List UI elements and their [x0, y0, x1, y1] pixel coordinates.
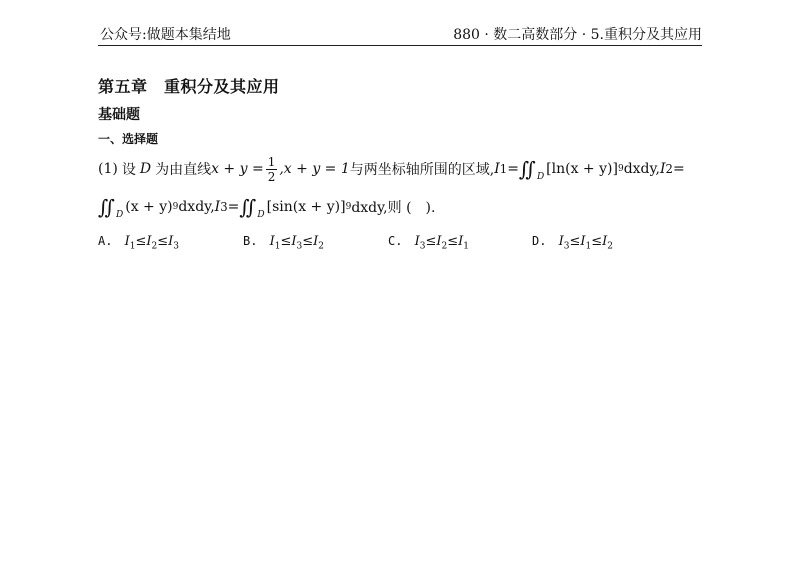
option-term: I — [458, 234, 464, 249]
power-3: 9 — [345, 202, 352, 212]
question-line-2 — [98, 192, 435, 222]
question-text-2: 为由直线 — [155, 162, 212, 178]
option-relation: ≤ — [425, 234, 437, 249]
option-b[interactable] — [243, 234, 324, 252]
equation-2: ,x + y = 1 — [279, 161, 350, 177]
option-term-sub: 1 — [274, 241, 281, 252]
dxdy-2: dxdy, — [178, 199, 215, 215]
option-relation: ≤ — [280, 234, 292, 249]
integral-region-1: D — [536, 172, 545, 182]
chapter-title: 第五章 重积分及其应用 — [98, 77, 280, 96]
question-text-3: 与两坐标轴所围的区域, — [349, 162, 495, 178]
var-i2: I — [660, 161, 666, 177]
option-expression — [414, 234, 470, 252]
option-c[interactable] — [388, 234, 469, 252]
integrand-2: (x + y) — [125, 199, 173, 215]
option-term-sub: 1 — [463, 241, 470, 252]
option-term-sub: 2 — [607, 241, 614, 252]
question-ending: dxdy,则 ( ). — [351, 200, 436, 216]
equals-1: = — [507, 161, 519, 177]
option-term: I — [146, 234, 152, 249]
header-chapter-info: 880 · 数二高数部分 · 5.重积分及其应用 — [453, 27, 702, 43]
option-relation: ≤ — [447, 234, 459, 249]
option-letter: D. — [532, 234, 547, 248]
option-term: I — [313, 234, 319, 249]
option-term-sub: 1 — [585, 241, 592, 252]
option-relation: ≤ — [569, 234, 581, 249]
integrand-3: [sin(x + y)] — [266, 199, 346, 215]
option-a[interactable] — [98, 234, 179, 252]
option-term: I — [580, 234, 586, 249]
equals-2: = — [672, 161, 685, 177]
option-relation: ≤ — [157, 234, 169, 249]
fraction-denominator: 2 — [267, 169, 276, 184]
power-1: 9 — [617, 164, 624, 174]
option-letter: A. — [98, 234, 113, 248]
option-term: I — [269, 234, 275, 249]
option-relation: ≤ — [591, 234, 603, 249]
fraction-numerator: 1 — [267, 154, 276, 169]
option-relation: ≤ — [302, 234, 314, 249]
var-i2-sub: 2 — [665, 162, 673, 176]
var-i1-sub: 1 — [499, 162, 508, 176]
option-term-sub: 2 — [151, 241, 158, 252]
question-number: (1) — [98, 161, 118, 177]
double-integral-icon: ∬ — [518, 157, 536, 181]
integral-region-3: D — [257, 210, 265, 220]
option-term-sub: 3 — [563, 241, 570, 252]
option-d[interactable] — [532, 234, 613, 252]
option-expression — [269, 234, 325, 252]
option-term-sub: 3 — [296, 241, 303, 252]
power-2: 9 — [172, 202, 179, 212]
fraction-half — [266, 156, 278, 183]
option-letter: B. — [243, 234, 258, 248]
var-i1: I — [494, 161, 500, 177]
var-i3-sub: 3 — [220, 200, 228, 214]
option-letter: C. — [388, 234, 403, 248]
option-term: I — [558, 234, 564, 249]
option-term: I — [291, 234, 297, 249]
integrand-1: [ln(x + y)] — [546, 161, 618, 177]
var-i3: I — [214, 199, 221, 215]
integral-region-2: D — [116, 210, 124, 220]
header-divider — [98, 45, 702, 46]
option-relation: ≤ — [135, 234, 147, 249]
option-term: I — [124, 234, 130, 249]
option-term-sub: 1 — [129, 241, 136, 252]
option-term: I — [436, 234, 442, 249]
option-term: I — [414, 234, 420, 249]
option-expression — [124, 234, 180, 252]
answer-options — [0, 234, 800, 258]
question-line-1 — [98, 154, 685, 184]
double-integral-icon: ∬ — [98, 195, 116, 219]
question-text-1: 设 — [121, 162, 136, 178]
option-term-sub: 2 — [318, 241, 325, 252]
dxdy-1: dxdy, — [623, 161, 661, 177]
option-term-sub: 3 — [419, 241, 426, 252]
option-term-sub: 3 — [173, 241, 180, 252]
equals-3: = — [227, 199, 240, 215]
option-term: I — [168, 234, 174, 249]
option-term-sub: 2 — [441, 241, 448, 252]
equation-1: x + y = — [211, 161, 264, 177]
option-term: I — [602, 234, 608, 249]
var-d: D — [139, 161, 152, 177]
section-title: 基础题 — [98, 107, 140, 123]
double-integral-icon: ∬ — [239, 195, 257, 219]
header-source: 公众号:做题本集结地 — [100, 27, 231, 43]
option-expression — [558, 234, 614, 252]
subsection-title: 一、选择题 — [98, 132, 159, 146]
